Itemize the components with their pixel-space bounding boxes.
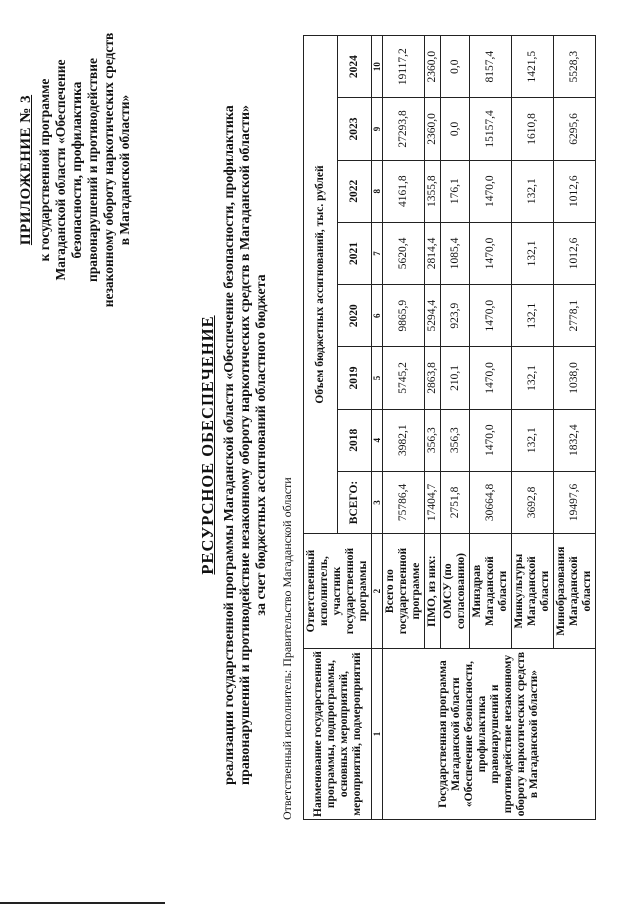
value-cell: 1085,4 bbox=[441, 222, 470, 284]
col-header-year: 2018 bbox=[338, 409, 372, 471]
col-header-year: 2021 bbox=[338, 222, 372, 284]
col-number: 10 bbox=[372, 36, 383, 98]
value-cell: 1038,0 bbox=[554, 347, 596, 409]
total-cell: 75786,4 bbox=[383, 471, 425, 533]
value-cell: 1421,5 bbox=[512, 36, 554, 98]
value-cell: 356,3 bbox=[441, 409, 470, 471]
executor-cell: Минздрав Магаданской области bbox=[470, 534, 512, 649]
value-cell: 8157,4 bbox=[470, 36, 512, 98]
executor-cell: Минобразования Магаданской области bbox=[554, 534, 596, 649]
value-cell: 1355,8 bbox=[425, 160, 441, 222]
col-header-year: 2023 bbox=[338, 98, 372, 160]
value-cell: 5294,4 bbox=[425, 285, 441, 347]
appendix-block bbox=[18, 20, 133, 320]
heading-line: правонарушений и противодействие незаконному обороту наркотических средств в Магаданской области» bbox=[238, 104, 253, 786]
value-cell: 132,1 bbox=[512, 222, 554, 284]
appendix-title: ПРИЛОЖЕНИЕ № 3 bbox=[18, 94, 34, 246]
value-cell: 6295,6 bbox=[554, 98, 596, 160]
appendix-line: правонарушений и противодействие bbox=[85, 58, 100, 282]
heading-line: за счет бюджетных ассигнований областного бюджета bbox=[254, 274, 269, 616]
col-number: 1 bbox=[372, 649, 383, 820]
executor-cell: Всего по государственной программе bbox=[383, 534, 425, 649]
col-number: 6 bbox=[372, 285, 383, 347]
table-row bbox=[383, 36, 425, 820]
col-number: 5 bbox=[372, 347, 383, 409]
col-number: 8 bbox=[372, 160, 383, 222]
col-number: 9 bbox=[372, 98, 383, 160]
value-cell: 132,1 bbox=[512, 347, 554, 409]
value-cell: 923,9 bbox=[441, 285, 470, 347]
col-number: 7 bbox=[372, 222, 383, 284]
col-header-year: 2024 bbox=[338, 36, 372, 98]
value-cell: 9865,9 bbox=[383, 285, 425, 347]
value-cell: 1470,0 bbox=[470, 160, 512, 222]
executor-cell: ОМСУ (по согласованию) bbox=[441, 534, 470, 649]
value-cell: 1610,8 bbox=[512, 98, 554, 160]
document-heading bbox=[198, 10, 270, 880]
value-cell: 1012,6 bbox=[554, 222, 596, 284]
value-cell: 5528,3 bbox=[554, 36, 596, 98]
program-name-cell: Государственная программа Магаданской области «Обеспечение безопасности, профилактика правонарушений и противодействие незаконному обороту наркотических средств в Магаданской области» bbox=[383, 649, 596, 820]
value-cell: 2360,0 bbox=[425, 36, 441, 98]
value-cell: 0,0 bbox=[441, 98, 470, 160]
rotated-page bbox=[8, 10, 608, 880]
value-cell: 1012,6 bbox=[554, 160, 596, 222]
value-cell: 2814,4 bbox=[425, 222, 441, 284]
value-cell: 5745,2 bbox=[383, 347, 425, 409]
col-number: 3 bbox=[372, 471, 383, 533]
executor-cell: ПМО, из них: bbox=[425, 534, 441, 649]
col-header-total: ВСЕГО: bbox=[338, 471, 372, 533]
col-header-budget: Объем бюджетных ассигнований, тыс. рублей bbox=[304, 36, 338, 534]
value-cell: 0,0 bbox=[441, 36, 470, 98]
appendix-line: незаконному обороту наркотических средств bbox=[101, 32, 116, 308]
value-cell: 27293,8 bbox=[383, 98, 425, 160]
value-cell: 1470,0 bbox=[470, 409, 512, 471]
value-cell: 3982,1 bbox=[383, 409, 425, 471]
col-header-year: 2022 bbox=[338, 160, 372, 222]
appendix-line: Магаданской области «Обеспечение bbox=[53, 59, 68, 281]
resource-table bbox=[303, 35, 596, 820]
col-header-executor: Ответственный исполнитель, участник государственной программы bbox=[304, 534, 372, 649]
value-cell: 4161,8 bbox=[383, 160, 425, 222]
value-cell: 1832,4 bbox=[554, 409, 596, 471]
value-cell: 132,1 bbox=[512, 285, 554, 347]
heading-line: реализации государственной программы Магаданской области «Обеспечение безопасности, профилактика bbox=[222, 105, 237, 785]
executor-cell: Минкультуры Магаданской области bbox=[512, 534, 554, 649]
heading-title: РЕСУРСНОЕ ОБЕСПЕЧЕНИЕ bbox=[198, 315, 217, 575]
appendix-line: к государственной программе bbox=[37, 78, 52, 262]
col-number: 4 bbox=[372, 409, 383, 471]
col-header-name: Наименование государственной программы, подпрограммы, основных мероприятий, мероприятий, подмероприятий bbox=[304, 649, 372, 820]
total-cell: 30664,8 bbox=[470, 471, 512, 533]
page-bottom-rule bbox=[0, 902, 165, 904]
value-cell: 1470,0 bbox=[470, 347, 512, 409]
value-cell: 2778,1 bbox=[554, 285, 596, 347]
value-cell: 176,1 bbox=[441, 160, 470, 222]
appendix-line: безопасности, профилактика bbox=[69, 81, 84, 259]
value-cell: 5620,4 bbox=[383, 222, 425, 284]
responsible-executor: Ответственный исполнитель: Правительство Магаданской области bbox=[280, 477, 294, 820]
column-number-row bbox=[372, 36, 383, 820]
total-cell: 19497,6 bbox=[554, 471, 596, 533]
value-cell: 2863,8 bbox=[425, 347, 441, 409]
value-cell: 1470,0 bbox=[470, 222, 512, 284]
total-cell: 3692,8 bbox=[512, 471, 554, 533]
col-header-year: 2020 bbox=[338, 285, 372, 347]
value-cell: 132,1 bbox=[512, 409, 554, 471]
value-cell: 19117,2 bbox=[383, 36, 425, 98]
total-cell: 2751,8 bbox=[441, 471, 470, 533]
appendix-line: в Магаданской области» bbox=[117, 94, 132, 246]
value-cell: 132,1 bbox=[512, 160, 554, 222]
total-cell: 17404,7 bbox=[425, 471, 441, 533]
col-header-year: 2019 bbox=[338, 347, 372, 409]
value-cell: 2360,0 bbox=[425, 98, 441, 160]
col-number: 2 bbox=[372, 534, 383, 649]
value-cell: 210,1 bbox=[441, 347, 470, 409]
value-cell: 1470,0 bbox=[470, 285, 512, 347]
header-row bbox=[304, 36, 338, 820]
value-cell: 15157,4 bbox=[470, 98, 512, 160]
value-cell: 356,3 bbox=[425, 409, 441, 471]
